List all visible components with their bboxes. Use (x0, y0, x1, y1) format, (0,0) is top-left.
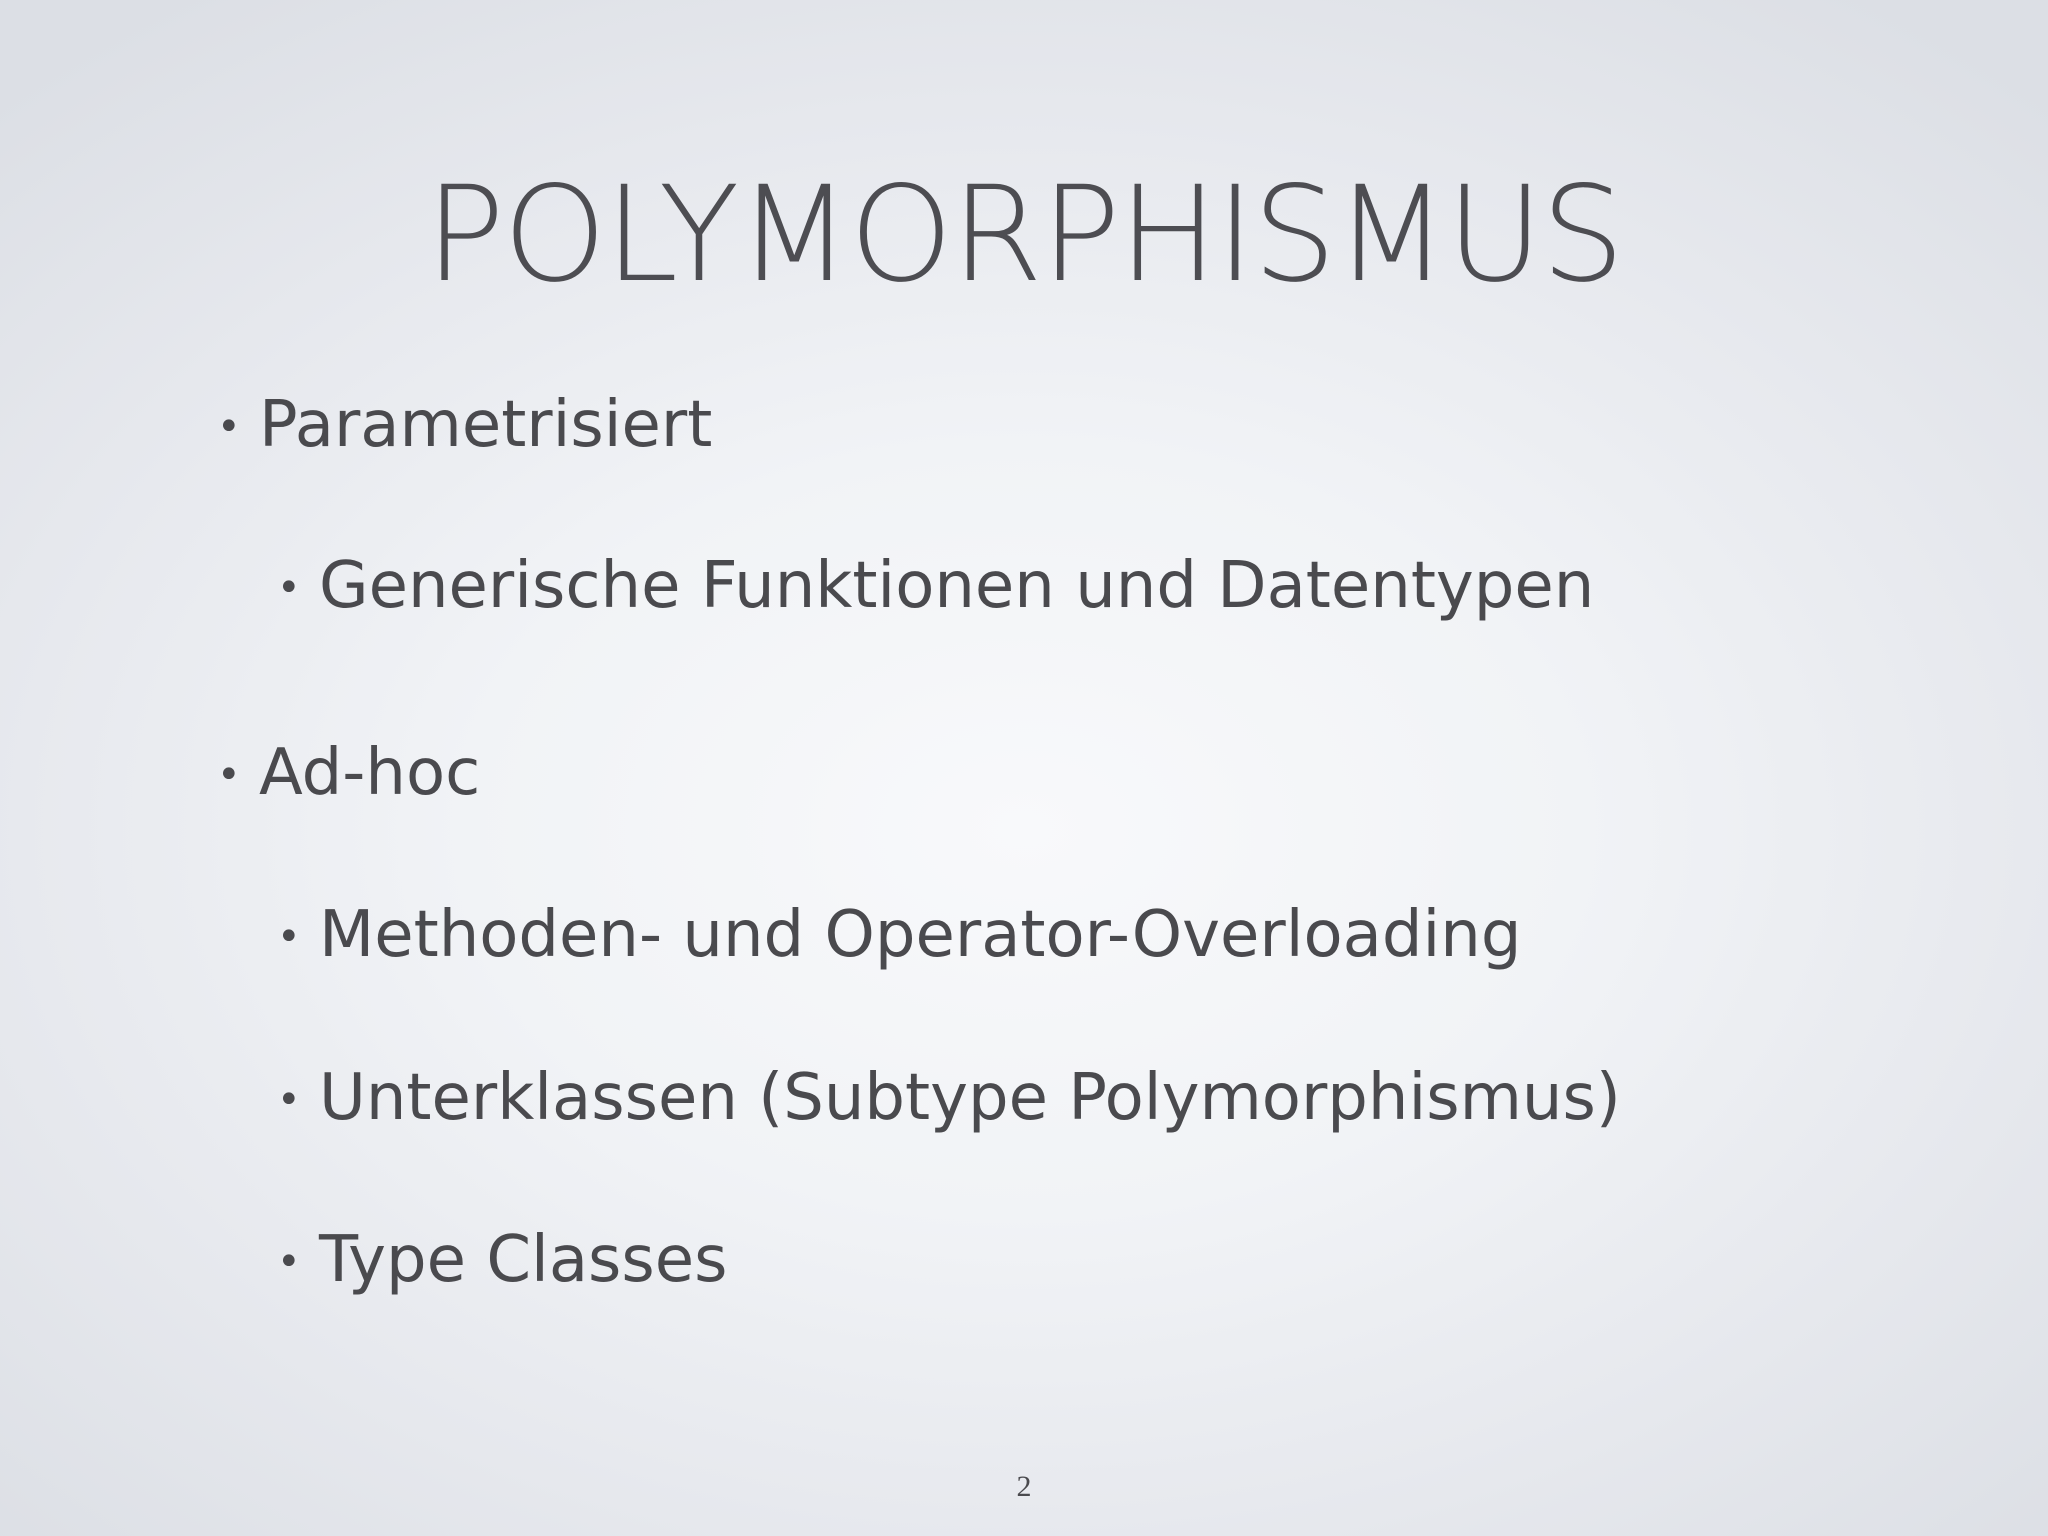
bullet-item-overloading (277, 895, 1521, 983)
bullet-item-type-classes (277, 1220, 727, 1308)
bullet-item-unterklassen (277, 1058, 1621, 1146)
bullet-dot-icon: • (277, 1239, 301, 1285)
bullet-text: Parametrisiert (259, 388, 713, 462)
bullet-text: Ad-hoc (259, 736, 481, 810)
bullet-text: Unterklassen (Subtype Polymorphismus) (319, 1061, 1621, 1135)
page-number: 2 (1016, 1470, 1032, 1503)
bullet-text: Generische Funktionen und Datentypen (319, 549, 1595, 623)
bullet-dot-icon: • (217, 404, 241, 450)
bullet-item-ad-hoc (217, 733, 480, 821)
bullet-dot-icon: • (277, 914, 301, 960)
bullet-text: Type Classes (319, 1223, 728, 1297)
bullet-dot-icon: • (217, 752, 241, 798)
slide-title: POLYMORPHISMUS (425, 158, 1623, 312)
bullet-item-parametrisiert (217, 385, 712, 473)
bullet-dot-icon: • (277, 1077, 301, 1123)
bullet-dot-icon: • (277, 565, 301, 611)
bullet-item-generische-funktionen (277, 546, 1594, 634)
bullet-text: Methoden- und Operator-Overloading (319, 898, 1522, 972)
